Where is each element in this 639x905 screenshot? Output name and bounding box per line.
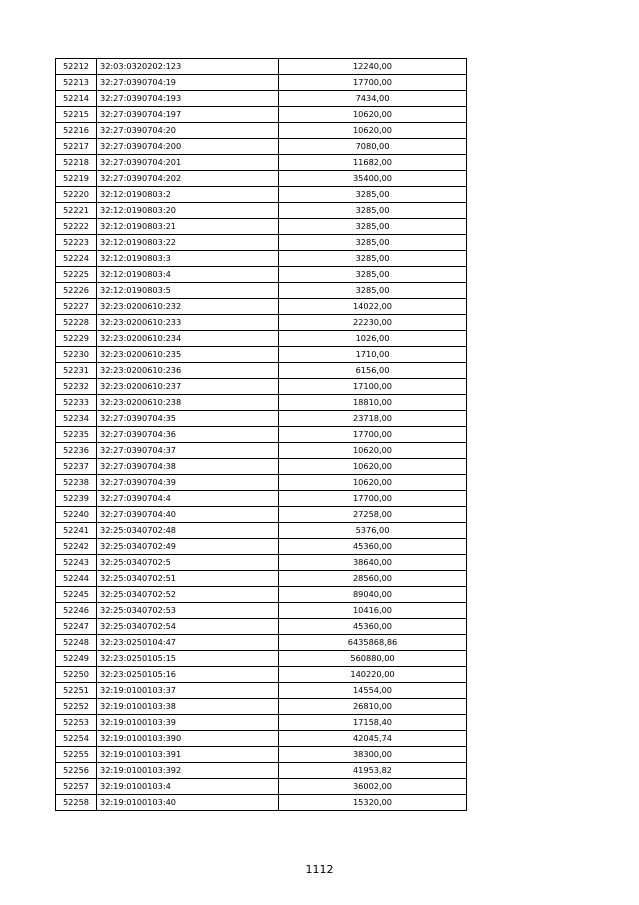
row-number-cell: 52256 — [56, 763, 97, 779]
row-number-cell: 52255 — [56, 747, 97, 763]
cadastral-value-cell: 42045,74 — [279, 731, 467, 747]
cadastral-number-cell: 32:25:0340702:5 — [97, 555, 279, 571]
row-number-cell: 52212 — [56, 59, 97, 75]
row-number-cell: 52238 — [56, 475, 97, 491]
cadastral-value-cell: 3285,00 — [279, 187, 467, 203]
cadastral-number-cell: 32:25:0340702:49 — [97, 539, 279, 555]
table-row — [56, 123, 467, 139]
cadastral-value-cell: 17700,00 — [279, 491, 467, 507]
table-row — [56, 459, 467, 475]
cadastral-value-cell: 17158,40 — [279, 715, 467, 731]
row-number-cell: 52233 — [56, 395, 97, 411]
cadastral-value-cell: 3285,00 — [279, 219, 467, 235]
row-number-cell: 52213 — [56, 75, 97, 91]
table-row — [56, 507, 467, 523]
table-row — [56, 651, 467, 667]
cadastral-value-cell: 7434,00 — [279, 91, 467, 107]
row-number-cell: 52218 — [56, 155, 97, 171]
cadastral-number-cell: 32:19:0100103:391 — [97, 747, 279, 763]
cadastral-number-cell: 32:19:0100103:37 — [97, 683, 279, 699]
table-row — [56, 619, 467, 635]
row-number-cell: 52225 — [56, 267, 97, 283]
row-number-cell: 52254 — [56, 731, 97, 747]
row-number-cell: 52253 — [56, 715, 97, 731]
cadastral-number-cell: 32:27:0390704:200 — [97, 139, 279, 155]
cadastral-value-cell: 10620,00 — [279, 123, 467, 139]
table-row — [56, 203, 467, 219]
table-row — [56, 779, 467, 795]
cadastral-value-cell: 17700,00 — [279, 427, 467, 443]
row-number-cell: 52217 — [56, 139, 97, 155]
row-number-cell: 52245 — [56, 587, 97, 603]
row-number-cell: 52240 — [56, 507, 97, 523]
table-row — [56, 91, 467, 107]
cadastral-number-cell: 32:27:0390704:20 — [97, 123, 279, 139]
cadastral-value-cell: 10620,00 — [279, 475, 467, 491]
cadastral-number-cell: 32:27:0390704:19 — [97, 75, 279, 91]
row-number-cell: 52226 — [56, 283, 97, 299]
row-number-cell: 52251 — [56, 683, 97, 699]
cadastral-value-cell: 14554,00 — [279, 683, 467, 699]
cadastral-value-cell: 10620,00 — [279, 443, 467, 459]
cadastral-value-cell: 28560,00 — [279, 571, 467, 587]
cadastral-number-cell: 32:19:0100103:40 — [97, 795, 279, 811]
table-row — [56, 139, 467, 155]
row-number-cell: 52232 — [56, 379, 97, 395]
table-body — [56, 59, 467, 811]
table-row — [56, 267, 467, 283]
row-number-cell: 52219 — [56, 171, 97, 187]
cadastral-value-cell: 27258,00 — [279, 507, 467, 523]
row-number-cell: 52222 — [56, 219, 97, 235]
cadastral-value-cell: 26810,00 — [279, 699, 467, 715]
row-number-cell: 52249 — [56, 651, 97, 667]
table-row — [56, 395, 467, 411]
cadastral-value-cell: 38640,00 — [279, 555, 467, 571]
cadastral-number-cell: 32:27:0390704:36 — [97, 427, 279, 443]
cadastral-number-cell: 32:27:0390704:35 — [97, 411, 279, 427]
cadastral-number-cell: 32:27:0390704:40 — [97, 507, 279, 523]
row-number-cell: 52228 — [56, 315, 97, 331]
cadastral-value-cell: 560880,00 — [279, 651, 467, 667]
cadastral-value-table — [55, 58, 467, 811]
table-row — [56, 571, 467, 587]
cadastral-number-cell: 32:27:0390704:201 — [97, 155, 279, 171]
row-number-cell: 52220 — [56, 187, 97, 203]
cadastral-value-cell: 35400,00 — [279, 171, 467, 187]
cadastral-value-cell: 3285,00 — [279, 283, 467, 299]
cadastral-number-cell: 32:23:0200610:232 — [97, 299, 279, 315]
cadastral-value-cell: 3285,00 — [279, 267, 467, 283]
cadastral-value-cell: 23718,00 — [279, 411, 467, 427]
cadastral-number-cell: 32:23:0200610:234 — [97, 331, 279, 347]
table-row — [56, 715, 467, 731]
cadastral-value-cell: 10620,00 — [279, 107, 467, 123]
table-row — [56, 587, 467, 603]
table-row — [56, 315, 467, 331]
cadastral-number-cell: 32:25:0340702:53 — [97, 603, 279, 619]
cadastral-value-cell: 45360,00 — [279, 619, 467, 635]
table-row — [56, 251, 467, 267]
cadastral-value-cell: 10416,00 — [279, 603, 467, 619]
table-row — [56, 763, 467, 779]
cadastral-number-cell: 32:25:0340702:48 — [97, 523, 279, 539]
row-number-cell: 52244 — [56, 571, 97, 587]
cadastral-value-cell: 3285,00 — [279, 235, 467, 251]
table-row — [56, 491, 467, 507]
row-number-cell: 52231 — [56, 363, 97, 379]
cadastral-number-cell: 32:12:0190803:2 — [97, 187, 279, 203]
cadastral-number-cell: 32:12:0190803:4 — [97, 267, 279, 283]
table-row — [56, 219, 467, 235]
row-number-cell: 52258 — [56, 795, 97, 811]
cadastral-value-cell: 38300,00 — [279, 747, 467, 763]
cadastral-value-cell: 15320,00 — [279, 795, 467, 811]
row-number-cell: 52248 — [56, 635, 97, 651]
cadastral-number-cell: 32:23:0200610:238 — [97, 395, 279, 411]
cadastral-number-cell: 32:25:0340702:51 — [97, 571, 279, 587]
table-row — [56, 187, 467, 203]
table-row — [56, 107, 467, 123]
cadastral-number-cell: 32:12:0190803:5 — [97, 283, 279, 299]
table-row — [56, 635, 467, 651]
table-row — [56, 379, 467, 395]
cadastral-number-cell: 32:25:0340702:54 — [97, 619, 279, 635]
cadastral-number-cell: 32:23:0200610:235 — [97, 347, 279, 363]
table-row — [56, 683, 467, 699]
table-row — [56, 171, 467, 187]
row-number-cell: 52242 — [56, 539, 97, 555]
cadastral-value-cell: 22230,00 — [279, 315, 467, 331]
cadastral-number-cell: 32:27:0390704:193 — [97, 91, 279, 107]
cadastral-value-cell: 18810,00 — [279, 395, 467, 411]
table-row — [56, 443, 467, 459]
row-number-cell: 52250 — [56, 667, 97, 683]
cadastral-number-cell: 32:27:0390704:197 — [97, 107, 279, 123]
table-row — [56, 155, 467, 171]
page-number: 1112 — [305, 863, 334, 876]
row-number-cell: 52223 — [56, 235, 97, 251]
row-number-cell: 52221 — [56, 203, 97, 219]
cadastral-number-cell: 32:12:0190803:3 — [97, 251, 279, 267]
row-number-cell: 52246 — [56, 603, 97, 619]
table-row — [56, 331, 467, 347]
cadastral-number-cell: 32:12:0190803:20 — [97, 203, 279, 219]
table-row — [56, 523, 467, 539]
cadastral-number-cell: 32:25:0340702:52 — [97, 587, 279, 603]
row-number-cell: 52247 — [56, 619, 97, 635]
cadastral-value-cell: 12240,00 — [279, 59, 467, 75]
table-row — [56, 283, 467, 299]
row-number-cell: 52236 — [56, 443, 97, 459]
table-row — [56, 475, 467, 491]
cadastral-value-cell: 3285,00 — [279, 203, 467, 219]
cadastral-number-cell: 32:19:0100103:392 — [97, 763, 279, 779]
cadastral-number-cell: 32:23:0250104:47 — [97, 635, 279, 651]
table-row — [56, 795, 467, 811]
row-number-cell: 52252 — [56, 699, 97, 715]
cadastral-value-cell: 5376,00 — [279, 523, 467, 539]
cadastral-value-cell: 36002,00 — [279, 779, 467, 795]
cadastral-number-cell: 32:19:0100103:38 — [97, 699, 279, 715]
table-row — [56, 667, 467, 683]
table-row — [56, 235, 467, 251]
table-row — [56, 699, 467, 715]
row-number-cell: 52243 — [56, 555, 97, 571]
cadastral-value-cell: 45360,00 — [279, 539, 467, 555]
cadastral-value-cell: 11682,00 — [279, 155, 467, 171]
table-row — [56, 747, 467, 763]
cadastral-number-cell: 32:19:0100103:4 — [97, 779, 279, 795]
table-row — [56, 411, 467, 427]
cadastral-value-cell: 6156,00 — [279, 363, 467, 379]
table-row — [56, 603, 467, 619]
cadastral-value-cell: 1026,00 — [279, 331, 467, 347]
cadastral-number-cell: 32:23:0200610:236 — [97, 363, 279, 379]
row-number-cell: 52234 — [56, 411, 97, 427]
cadastral-number-cell: 32:19:0100103:390 — [97, 731, 279, 747]
table-row — [56, 539, 467, 555]
cadastral-number-cell: 32:23:0200610:233 — [97, 315, 279, 331]
row-number-cell: 52215 — [56, 107, 97, 123]
row-number-cell: 52237 — [56, 459, 97, 475]
cadastral-number-cell: 32:27:0390704:38 — [97, 459, 279, 475]
cadastral-value-cell: 14022,00 — [279, 299, 467, 315]
cadastral-value-cell: 17100,00 — [279, 379, 467, 395]
cadastral-value-cell: 10620,00 — [279, 459, 467, 475]
row-number-cell: 52239 — [56, 491, 97, 507]
cadastral-number-cell: 32:12:0190803:21 — [97, 219, 279, 235]
table-row — [56, 59, 467, 75]
cadastral-number-cell: 32:19:0100103:39 — [97, 715, 279, 731]
cadastral-value-cell: 17700,00 — [279, 75, 467, 91]
cadastral-value-cell: 1710,00 — [279, 347, 467, 363]
table-row — [56, 363, 467, 379]
cadastral-value-cell: 41953,82 — [279, 763, 467, 779]
table-row — [56, 555, 467, 571]
table-row — [56, 347, 467, 363]
cadastral-number-cell: 32:27:0390704:39 — [97, 475, 279, 491]
row-number-cell: 52227 — [56, 299, 97, 315]
row-number-cell: 52241 — [56, 523, 97, 539]
table-row — [56, 299, 467, 315]
cadastral-number-cell: 32:03:0320202:123 — [97, 59, 279, 75]
row-number-cell: 52216 — [56, 123, 97, 139]
cadastral-value-cell: 6435868,86 — [279, 635, 467, 651]
cadastral-number-cell: 32:23:0250105:15 — [97, 651, 279, 667]
row-number-cell: 52230 — [56, 347, 97, 363]
table-row — [56, 731, 467, 747]
table-row — [56, 75, 467, 91]
cadastral-number-cell: 32:27:0390704:4 — [97, 491, 279, 507]
row-number-cell: 52235 — [56, 427, 97, 443]
cadastral-number-cell: 32:27:0390704:202 — [97, 171, 279, 187]
cadastral-number-cell: 32:12:0190803:22 — [97, 235, 279, 251]
row-number-cell: 52257 — [56, 779, 97, 795]
cadastral-number-cell: 32:27:0390704:37 — [97, 443, 279, 459]
cadastral-value-cell: 7080,00 — [279, 139, 467, 155]
cadastral-value-cell: 140220,00 — [279, 667, 467, 683]
row-number-cell: 52224 — [56, 251, 97, 267]
table-row — [56, 427, 467, 443]
cadastral-number-cell: 32:23:0250105:16 — [97, 667, 279, 683]
cadastral-number-cell: 32:23:0200610:237 — [97, 379, 279, 395]
cadastral-value-cell: 3285,00 — [279, 251, 467, 267]
cadastral-value-cell: 89040,00 — [279, 587, 467, 603]
row-number-cell: 52214 — [56, 91, 97, 107]
row-number-cell: 52229 — [56, 331, 97, 347]
